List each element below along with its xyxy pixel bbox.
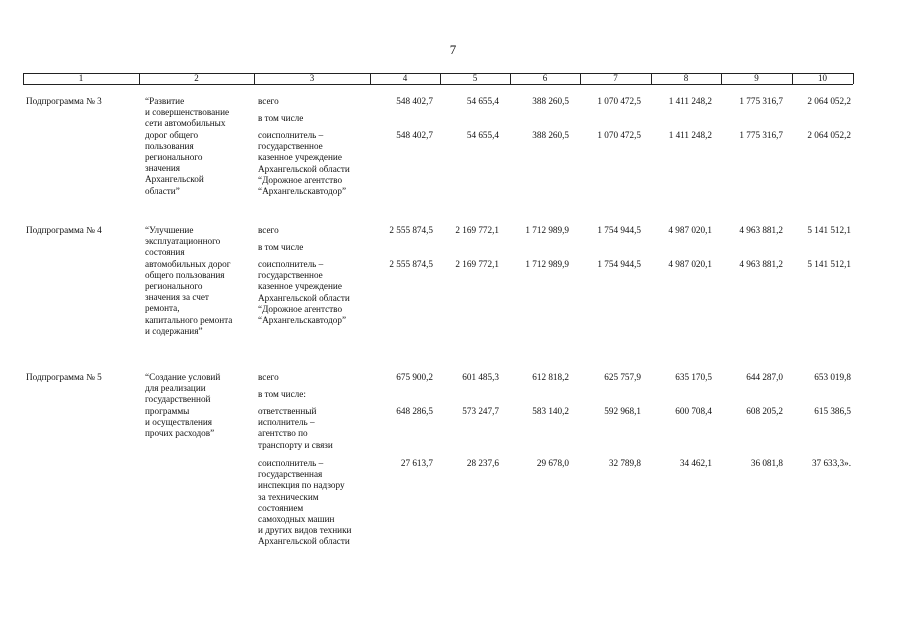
entry-label-line: инспекция по надзору: [258, 480, 345, 491]
entry-label-line: Архангельской области: [258, 536, 350, 547]
subprogram-name-line: сети автомобильных: [145, 118, 226, 129]
funding-value: 1 070 472,5: [597, 96, 641, 106]
funding-value: 1 712 989,9: [525, 259, 569, 269]
subprogram-name-line: эксплуатационного: [145, 236, 221, 247]
entry-label-line: состоянием: [258, 502, 304, 513]
subprogram-name-line: Архангельской: [145, 174, 204, 185]
funding-value: 644 287,0: [746, 372, 783, 382]
funding-value: 54 655,4: [466, 96, 499, 106]
funding-value: 653 019,8: [814, 372, 851, 382]
funding-value: 625 757,9: [604, 372, 641, 382]
entry-label-line: государственная: [258, 469, 323, 480]
entry-label-line: всего: [258, 225, 279, 235]
entry-label-line: казенное учреждение: [258, 281, 342, 292]
subprogram-name-line: государственной: [145, 394, 211, 405]
subprogram-name-line: и совершенствование: [145, 107, 230, 118]
subprogram-name-line: состояния: [145, 247, 185, 258]
column-number: 4: [402, 73, 408, 83]
funding-value: 615 386,5: [814, 406, 851, 416]
subprogram-name-line: “Улучшение: [145, 225, 194, 235]
subprogram-name-line: пользования: [145, 140, 194, 151]
funding-value: 34 462,1: [679, 458, 712, 468]
funding-value: 2 064 052,2: [807, 130, 851, 140]
entry-label-line: всего: [258, 96, 279, 106]
funding-value: 54 655,4: [466, 130, 499, 140]
funding-value: 1 754 944,5: [597, 225, 641, 235]
funding-value: 608 205,2: [746, 406, 783, 416]
subprogram-title: Подпрограмма № 3: [26, 96, 102, 106]
funding-value: 1 775 316,7: [739, 130, 783, 140]
entry-label-line: в том числе: [258, 112, 304, 123]
subprogram-name-line: области”: [145, 185, 180, 196]
funding-value: 612 818,2: [532, 372, 569, 382]
entry-label-line: соисполнитель –: [258, 130, 324, 140]
funding-value: 1 411 248,2: [668, 130, 712, 140]
column-number: 9: [754, 73, 759, 83]
subprogram-name-line: “Развитие: [145, 96, 185, 106]
funding-value: 592 968,1: [604, 406, 641, 416]
header-bottom-rule: [23, 84, 853, 85]
subprogram-name-line: регионального: [145, 281, 203, 291]
funding-value: 4 963 881,2: [739, 225, 783, 235]
funding-value: 583 140,2: [532, 406, 569, 416]
funding-value: 1 712 989,9: [525, 225, 569, 235]
entry-label-line: “Дорожное агентство: [258, 174, 343, 185]
entry-label-line: соисполнитель –: [258, 259, 324, 269]
funding-value: 5 141 512,1: [807, 225, 851, 235]
funding-value: 1 070 472,5: [597, 130, 641, 140]
subprogram-name-line: программы: [145, 405, 190, 416]
entry-label-line: агентство по: [258, 428, 308, 439]
entry-label-line: казенное учреждение: [258, 152, 342, 163]
subprogram-name-line: значения за счет: [145, 292, 209, 303]
funding-value: 27 613,7: [400, 458, 433, 468]
funding-value: 28 237,6: [466, 458, 499, 468]
funding-value: 4 987 020,1: [668, 259, 712, 269]
funding-value: 2 169 772,1: [455, 225, 499, 235]
subprogram-name-line: прочих расходов”: [145, 428, 215, 438]
funding-value: 5 141 512,1: [807, 259, 851, 269]
funding-value: 36 081,8: [750, 458, 783, 468]
funding-value: 29 678,0: [536, 458, 569, 468]
funding-value: 635 170,5: [675, 372, 712, 382]
header-column-divider: [853, 73, 854, 84]
column-number: 6: [542, 73, 548, 83]
funding-value: 2 064 052,2: [807, 96, 851, 106]
column-number: 8: [683, 73, 689, 83]
subprogram-title: Подпрограмма № 5: [26, 372, 102, 382]
entry-label-line: ответственный: [258, 406, 317, 416]
subprogram-name-line: “Создание условий: [145, 372, 221, 382]
funding-value: 4 963 881,2: [739, 259, 783, 269]
funding-value: 2 555 874,5: [389, 225, 433, 235]
entry-label-line: и других видов техники: [258, 525, 352, 536]
subprogram-name-line: и осуществления: [145, 416, 212, 427]
funding-value: 2 169 772,1: [455, 259, 499, 269]
funding-value: 2 555 874,5: [389, 259, 433, 269]
column-number: 10: [818, 73, 827, 83]
funding-value: 1 754 944,5: [597, 259, 641, 269]
entry-label-line: Архангельской области: [258, 163, 350, 174]
funding-value: 573 247,7: [462, 406, 499, 416]
entry-label-line: “Дорожное агентство: [258, 303, 343, 314]
subprogram-name-line: автомобильных дорог: [145, 258, 231, 269]
column-number: 1: [78, 73, 84, 83]
subprogram-name-line: для реализации: [145, 383, 206, 394]
funding-value: 37 633,3».: [811, 458, 851, 468]
entry-label-line: всего: [258, 372, 279, 382]
entry-label-line: “Архангельскавтодор”: [258, 315, 347, 325]
subprogram-name-line: значения: [145, 163, 181, 174]
funding-value: 601 485,3: [462, 372, 499, 382]
entry-label-line: за техническим: [258, 491, 319, 502]
funding-value: 548 402,7: [396, 96, 433, 106]
entry-label-line: в том числе:: [258, 388, 306, 399]
funding-value: 388 260,5: [532, 96, 569, 106]
column-number: 2: [194, 73, 199, 83]
entry-label-line: транспорту и связи: [258, 439, 333, 450]
funding-value: 32 789,8: [608, 458, 641, 468]
entry-label-line: самоходных машин: [258, 514, 335, 524]
column-number: 5: [472, 73, 478, 83]
column-number: 7: [613, 73, 618, 83]
subprogram-title: Подпрограмма № 4: [26, 225, 102, 235]
entry-label-line: государственное: [258, 270, 323, 281]
entry-label-line: Архангельской области: [258, 292, 350, 303]
subprogram-name-line: ремонта,: [145, 303, 180, 314]
funding-value: 1 775 316,7: [739, 96, 783, 106]
subprogram-name-line: и содержания”: [145, 325, 203, 336]
page-number: 7: [449, 42, 457, 57]
entry-label-line: исполнитель –: [258, 417, 315, 428]
column-number: 3: [309, 73, 315, 83]
funding-value: 4 987 020,1: [668, 225, 712, 235]
entry-label-line: “Архангельскавтодор”: [258, 186, 347, 196]
funding-value: 548 402,7: [396, 130, 433, 140]
funding-value: 1 411 248,2: [668, 96, 712, 106]
subprogram-name-line: регионального: [145, 152, 203, 162]
entry-label-line: соисполнитель –: [258, 458, 324, 468]
entry-label-line: в том числе: [258, 241, 304, 252]
funding-value: 675 900,2: [396, 372, 433, 382]
subprogram-name-line: капитального ремонта: [145, 314, 233, 325]
subprogram-name-line: дорог общего: [145, 129, 199, 140]
funding-value: 600 708,4: [675, 406, 712, 416]
entry-label-line: государственное: [258, 141, 323, 152]
funding-value: 388 260,5: [532, 130, 569, 140]
funding-value: 648 286,5: [396, 406, 433, 416]
subprogram-name-line: общего пользования: [145, 269, 225, 280]
